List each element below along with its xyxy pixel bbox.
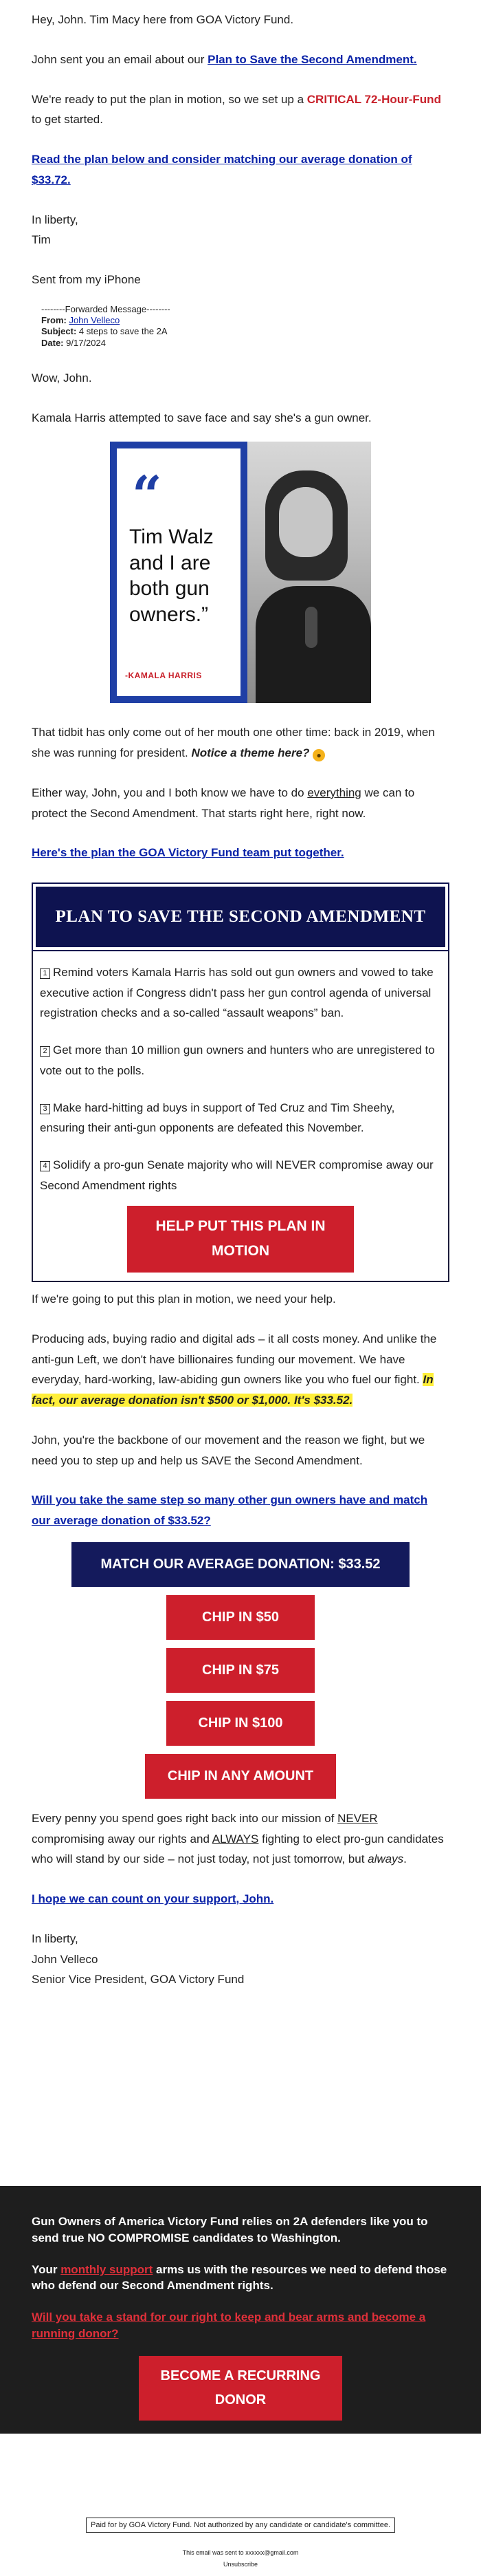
- ready-paragraph: We're ready to put the plan in motion, so we set up a CRITICAL 72-Hour-Fund to get started.: [32, 92, 441, 127]
- plan-team-link[interactable]: Here's the plan the GOA Victory Fund team put together.: [32, 846, 344, 860]
- match-donation-link[interactable]: Read the plan below and consider matching our average donation of $33.72.: [32, 153, 412, 186]
- from-link[interactable]: John Velleco: [69, 315, 120, 325]
- chip-any-button[interactable]: CHIP IN ANY AMOUNT: [145, 1754, 336, 1799]
- plan-step: 1 Remind voters Kamala Harris has sold out gun owners and vowed to take executive action if Congress didn't pass her gun control agenda of universal registration checks and a so-called “assault weapons” ban.: [40, 965, 434, 1020]
- signoff-line1: In liberty,: [32, 213, 78, 226]
- quote-mark-icon: “: [132, 464, 162, 526]
- footer-monthly: Your monthly support arms us with the resources we need to defend those who defend our Second Amendment rights.: [32, 2262, 447, 2293]
- kamala-line: Kamala Harris attempted to save face and say she's a gun owner.: [32, 411, 372, 424]
- either-paragraph: Either way, John, you and I both know we have to do everything we can to protect the Second Amendment. That starts right here, right now.: [32, 786, 415, 820]
- footer-relies: Gun Owners of America Victory Fund relies on 2A defenders like you to send true NO COMPROMISE candidates to Washington.: [32, 2215, 428, 2244]
- match-average-button[interactable]: MATCH OUR AVERAGE DONATION: $33.52: [71, 1542, 410, 1587]
- signer-name: John Velleco: [32, 1952, 98, 1966]
- producing-paragraph: Producing ads, buying radio and digital ads – it all costs money. And unlike the anti-gun Left, we don't have billionaires funding our movement. We have everyday, hard-working, law-abiding gun owners like you who fuel our fight. In fact, our average donation isn't $500 or $1,000. It's $33.52.: [32, 1332, 437, 1407]
- sent-to-line: This email was sent to xxxxxx@gmail.com: [182, 2548, 299, 2556]
- plan-step: 4 Solidify a pro-gun Senate majority who will NEVER compromise away our Second Amendment rights: [40, 1158, 434, 1192]
- sent-from: Sent from my iPhone: [32, 273, 141, 286]
- running-donor-link[interactable]: Will you take a stand for our right to keep and bear arms and become a running donor?: [32, 2310, 426, 2340]
- plan-step: 2 Get more than 10 million gun owners and hunters who are unregistered to vote out to the polls.: [40, 1043, 435, 1077]
- tidbit-paragraph: That tidbit has only come out of her mouth one other time: back in 2019, when she was running for president. Notice a theme here? ●: [32, 726, 435, 760]
- unsubscribe-link[interactable]: Unsubscribe: [223, 2560, 258, 2568]
- recurring-donor-button[interactable]: BECOME A RECURRING DONOR: [139, 2356, 342, 2421]
- chip-75-button[interactable]: CHIP IN $75: [166, 1648, 315, 1693]
- plan-step: 3 Make hard-hitting ad buys in support of Ted Cruz and Tim Sheehy, ensuring their anti-gun opponents are defeated this November.: [40, 1101, 395, 1135]
- critical-fund-text: CRITICAL 72-Hour-Fund: [306, 92, 441, 106]
- penny-paragraph: Every penny you spend goes right back into our mission of NEVER compromising away our rights and ALWAYS fighting to elect pro-gun candidates who will stand by our side – not just today, not just tomorrow, but always.: [32, 1811, 444, 1866]
- email-paragraph: John sent you an email about our Plan to Save the Second Amendment.: [32, 52, 417, 66]
- signer-title: Senior Vice President, GOA Victory Fund: [32, 1973, 245, 1987]
- thinking-face-icon: ●: [313, 749, 325, 761]
- help-line: If we're going to put this plan in motion, we need your help.: [32, 1292, 336, 1306]
- chip-50-button[interactable]: CHIP IN $50: [166, 1595, 315, 1640]
- plan-link[interactable]: Plan to Save the Second Amendment.: [208, 52, 417, 66]
- help-plan-button[interactable]: HELP PUT THIS PLAN IN MOTION: [127, 1206, 354, 1273]
- footer-panel: [0, 2186, 481, 2434]
- plan-title: PLAN TO SAVE THE SECOND AMENDMENT: [33, 884, 448, 950]
- chip-100-button[interactable]: CHIP IN $100: [166, 1701, 315, 1746]
- plan-box: [32, 883, 449, 1282]
- support-link[interactable]: I hope we can count on your support, John.: [32, 1892, 274, 1905]
- microphone-icon: [305, 607, 317, 648]
- portrait-face: [279, 487, 333, 557]
- signoff-name: Tim: [32, 233, 51, 247]
- quote-attribution: -KAMALA HARRIS: [125, 671, 202, 681]
- forwarded-message: --------Forwarded Message-------- From: John Velleco Subject: 4 steps to save the 2A Date: 9/17/2024: [41, 303, 170, 348]
- closing-signoff: In liberty,: [32, 1931, 78, 1945]
- monthly-support-link[interactable]: monthly support: [60, 2262, 153, 2276]
- same-step-link[interactable]: Will you take the same step so many other gun owners have and match our average donation of $33.52?: [32, 1493, 428, 1527]
- greeting: Hey, John. Tim Macy here from GOA Victory Fund.: [32, 13, 294, 26]
- wow-line: Wow, John.: [32, 371, 92, 385]
- quote-text: Tim Walz and I are both gun owners.”: [129, 526, 214, 626]
- quote-image: [110, 442, 371, 703]
- average-donation-highlight: In fact, our average donation isn't $500 or $1,000. It's $33.52.: [32, 1373, 434, 1407]
- backbone-paragraph: John, you're the backbone of our movement and the reason we fight, but we need you to step up and help us SAVE the Second Amendment.: [32, 1433, 425, 1467]
- paid-for-disclaimer: Paid for by GOA Victory Fund. Not authorized by any candidate or candidate's committee.: [86, 2518, 395, 2533]
